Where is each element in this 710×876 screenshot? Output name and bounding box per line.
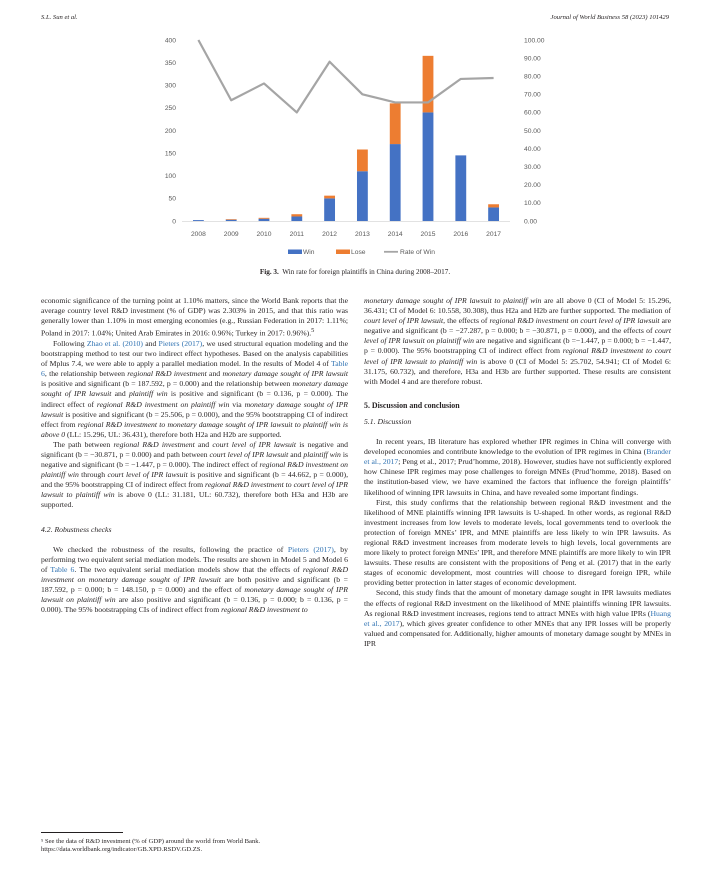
left-y-tick-label: 0 <box>172 218 176 226</box>
citation-link[interactable]: Pieters (2017) <box>158 338 203 348</box>
win-bar <box>193 220 204 221</box>
right-y-tick-label: 70.00 <box>524 91 541 99</box>
right-y-tick-label: 40.00 <box>524 145 541 153</box>
figure-caption-text: Win rate for foreign plaintiffs in China during 2008–2017. <box>282 268 451 276</box>
left-y-tick-label: 50 <box>168 195 176 203</box>
table-link[interactable]: Table 6 <box>41 359 348 379</box>
legend-label: Rate of Win <box>400 249 435 256</box>
win-bar <box>423 112 434 221</box>
legend-swatch-lose <box>336 250 350 255</box>
lose-bar <box>488 204 499 207</box>
win-bar <box>390 144 401 221</box>
paragraph: First, this study confirms that the relationship between regional R&D investment and the likelihood of MNE plaintiffs winning IPR lawsuits is U-shaped. In other words, as regional R&D investment increases from low levels to moderate levels, local governments tend to overlook the protection of foreign MNEs’ IPR, and MNE plaintiffs are less likely to win IPR lawsuits. As regional R&D investment increases from moderate levels to high levels, local governments are more likely to protect foreign MNEs’ IPR, and therefore MNE plaintiffs are more likely to win IPR lawsuits. These results are consistent with the propositions of Peng et al. (2017) that in the early stages of economic development, most countries will choose to disregard foreign IPR, while providing better protection in latter stages of economic development. <box>364 497 671 588</box>
paragraph: monetary damage sought of IPR lawsuit to plaintiff win are all above 0 (CI of Model 5: 15.296, 36.431; CI of Model 6: 10.558, 30.308), thus H2a and H2b are further supported. The mediation of court level of IPR lawsuit, the effects of regional R&D investment on court level of IPR lawsuit are negative and significant (b = −27.287, p = 0.000; b = −30.871, p = 0.000), and the effects of court level of IPR lawsuit on plaintiff win are negative and significant (b =−1.447, p = 0.000; b = −1.447, p = 0.000). The 95% bootstrapping CI of indirect effect from regional R&D investment to court level of IPR lawsuit to plaintiff win is above 0 (CI of Model 5: 25.702, 54.941; CI of Model 6: 31.175, 60.732), and therefore, H3a and H3b are further supported. These results are consistent with Model 4 and are therefore robust. <box>364 296 672 386</box>
lose-bar <box>423 56 434 113</box>
subsection-heading: 4.2. Robustness checks <box>41 524 112 534</box>
x-tick-label: 2013 <box>354 231 370 238</box>
right-y-tick-label: 30.00 <box>524 164 541 171</box>
win-bar <box>259 219 270 221</box>
paragraph: Second, this study finds that the amount of monetary damage sought in IPR lawsuits mediates the effects of regional R&D investment on the likelihood of MNE plaintiffs winning IPR lawsuits. As regional R&D investment increases, regions tend to attract MNEs with high value IPRs (Huang et al., 2017), which gives greater confidence to other MNEs that any IPR losses will be properly valued and compensated for. Additionally, higher amounts of monetary damage sought by MNEs in IPR <box>364 588 671 648</box>
citation-link[interactable]: Huang et al., 2017 <box>364 608 671 628</box>
figure-label: Fig. 3. <box>259 268 279 276</box>
x-tick-label: 2010 <box>256 231 272 238</box>
lose-bar <box>324 196 335 199</box>
left-y-tick-label: 150 <box>164 150 176 158</box>
running-header-authors: S.L. Sun et al. <box>41 14 78 21</box>
paragraph: We checked the robustness of the results, following the practice of Pieters (2017), by performing two equivalent serial mediation models. The results are shown in Model 5 and Model 6 of Table 6. The two equivalent serial mediation models show that the effects of regional R&D investment on monetary damage sought of IPR lawsuit are both positive and significant (b = 187.592, p = 0.000; b = 148.150, p = 0.000) and the effect of monetary damage sought of IPR lawsuit on plaintiff win are also positive and significant (b = 0.136, p = 0.000; b = 0.136, p = 0.000). The 95% bootstrapping CIs of indirect effect from regional R&D investment to <box>41 544 349 615</box>
left-y-tick-label: 100 <box>164 173 176 181</box>
x-tick-label: 2014 <box>387 231 403 238</box>
right-y-tick-label: 90.00 <box>524 55 541 63</box>
left-y-tick-label: 250 <box>164 105 176 113</box>
figure-caption <box>0 268 710 276</box>
left-y-tick-label: 400 <box>164 37 176 45</box>
citation-link[interactable]: Brander et al., 2017 <box>364 447 671 467</box>
win-bar <box>291 216 302 221</box>
lose-bar <box>390 103 401 144</box>
x-tick-label: 2015 <box>420 231 436 238</box>
paragraph: Following Zhao et al. (2010) and Pieters (2017), we used structural equation modeling and the bootstrapping method to test our two indirect effect hypotheses. Based on the analysis capabilities of Mplus 7.4, we were able to apply a parallel mediation model. In the results of Model 4 of Table 6, the relationship between regional R&D investment and monetary damage sought of IPR lawsuit is positive and significant (b = 187.592, p = 0.000) and the relationship between monetary damage sought of IPR lawsuit and plaintiff win is positive and significant (b = 0.136, p = 0.000). The indirect effect of regional R&D investment on plaintiff win via monetary damage sought of IPR lawsuit is positive and significant (b = 25.506, p = 0.000), and the 95% bootstrapping CI of indirect effect from regional R&D investment to monetary damage sought of IPR lawsuit to plaintiff win is above 0 (LL: 15.296, UL: 36.431), therefore both H2a and H2b are supported. <box>41 338 348 439</box>
right-y-tick-label: 20.00 <box>524 182 541 190</box>
right-y-tick-label: 50.00 <box>524 127 541 135</box>
subsection-heading: 5.1. Discussion <box>364 416 412 426</box>
win-bar <box>357 171 368 221</box>
right-y-tick-label: 100.00 <box>524 37 545 45</box>
right-y-tick-label: 10.00 <box>524 200 541 208</box>
right-y-tick-label: 0.00 <box>524 218 538 226</box>
win-rate-chart <box>0 0 710 266</box>
x-tick-label: 2016 <box>453 231 469 238</box>
x-tick-label: 2012 <box>322 231 338 238</box>
legend-swatch-win <box>288 250 302 255</box>
x-tick-label: 2009 <box>223 231 239 238</box>
win-bar <box>455 155 466 221</box>
left-column <box>41 296 348 615</box>
paragraph: In recent years, IB literature has explored whether IPR regimes in China will converge with developed economies and contribute knowledge to the evolution of IPR regimes in China (Brander et al., 2017; Peng et al., 2017; Prud’homme, 2018). However, studies have not sufficiently explored how Chinese IPR regimes may pose challenges to foreign MNEs (Prud’homme, 2018). Based on the institution-based view, we have examined the factors that influence the foreign plaintiffs’ likelihood of winning IPR lawsuits in China, and have revealed some important findings. <box>364 437 671 497</box>
rate-of-win-line <box>198 40 493 112</box>
paragraph: The path between regional R&D investment and court level of IPR lawsuit is negative and significant (b = −30.871, p = 0.000) and path between court level of IPR lawsuit and plaintiff win is negative and significant (b = −1.447, p = 0.000). The indirect effect of regional R&D investment on plaintiff win through court level of IPR lawsuit is positive and significant (b = 44.662, p = 0.000), and the 95% bootstrapping CI of indirect effect from regional R&D investment to court level of IPR lawsuit to plaintiff win is above 0 (LL: 31.181, UL: 60.732), therefore both H3a and H3b are supported. <box>41 439 349 510</box>
win-bar <box>488 207 499 221</box>
x-tick-label: 2008 <box>190 231 206 238</box>
lose-bar <box>357 150 368 172</box>
left-y-tick-label: 350 <box>164 59 176 67</box>
x-tick-label: 2017 <box>486 231 502 238</box>
legend-label: Lose <box>351 249 366 256</box>
citation-link[interactable]: Pieters (2017) <box>287 544 334 554</box>
running-header-journal: Journal of World Business 58 (2023) 101429 <box>550 14 669 21</box>
citation-link[interactable]: Zhao et al. (2010) <box>86 338 143 348</box>
right-y-tick-label: 60.00 <box>524 109 541 117</box>
left-y-tick-label: 300 <box>164 82 176 90</box>
legend-label: Win <box>303 249 315 256</box>
x-tick-label: 2011 <box>289 231 304 238</box>
left-y-tick-label: 200 <box>164 127 176 135</box>
paragraph: economic significance of the turning point at 1.10% matters, since the World Bank reports that the average country level R&D investment (% of GDP) was 2.303% in 2015, and that this ratio was generally lower than 1.10% in most emerging economies (e.g., Russian Federation in 2017: 1.11%; Poland in 2017: 1.04%; United Arab Emirates in 2016: 0.96%; Turkey in 2017: 0.96%).$^5$ <box>41 296 348 338</box>
footnote: ⁵ See the data of R&D investment (% of GDP) around the world from World Bank. https://data.worldbank.org/indicator/GB.XPD.RSDV.GD.ZS. <box>41 838 261 854</box>
footnote-rule <box>41 832 123 833</box>
table-link[interactable]: Table 6 <box>50 564 75 574</box>
win-bar <box>226 220 237 221</box>
section-heading: 5. Discussion and conclusion <box>364 400 460 410</box>
right-y-tick-label: 80.00 <box>524 73 541 81</box>
lose-bar <box>291 214 302 216</box>
right-column <box>364 296 671 649</box>
lose-bar <box>226 219 237 220</box>
lose-bar <box>259 218 270 219</box>
win-bar <box>324 198 335 221</box>
